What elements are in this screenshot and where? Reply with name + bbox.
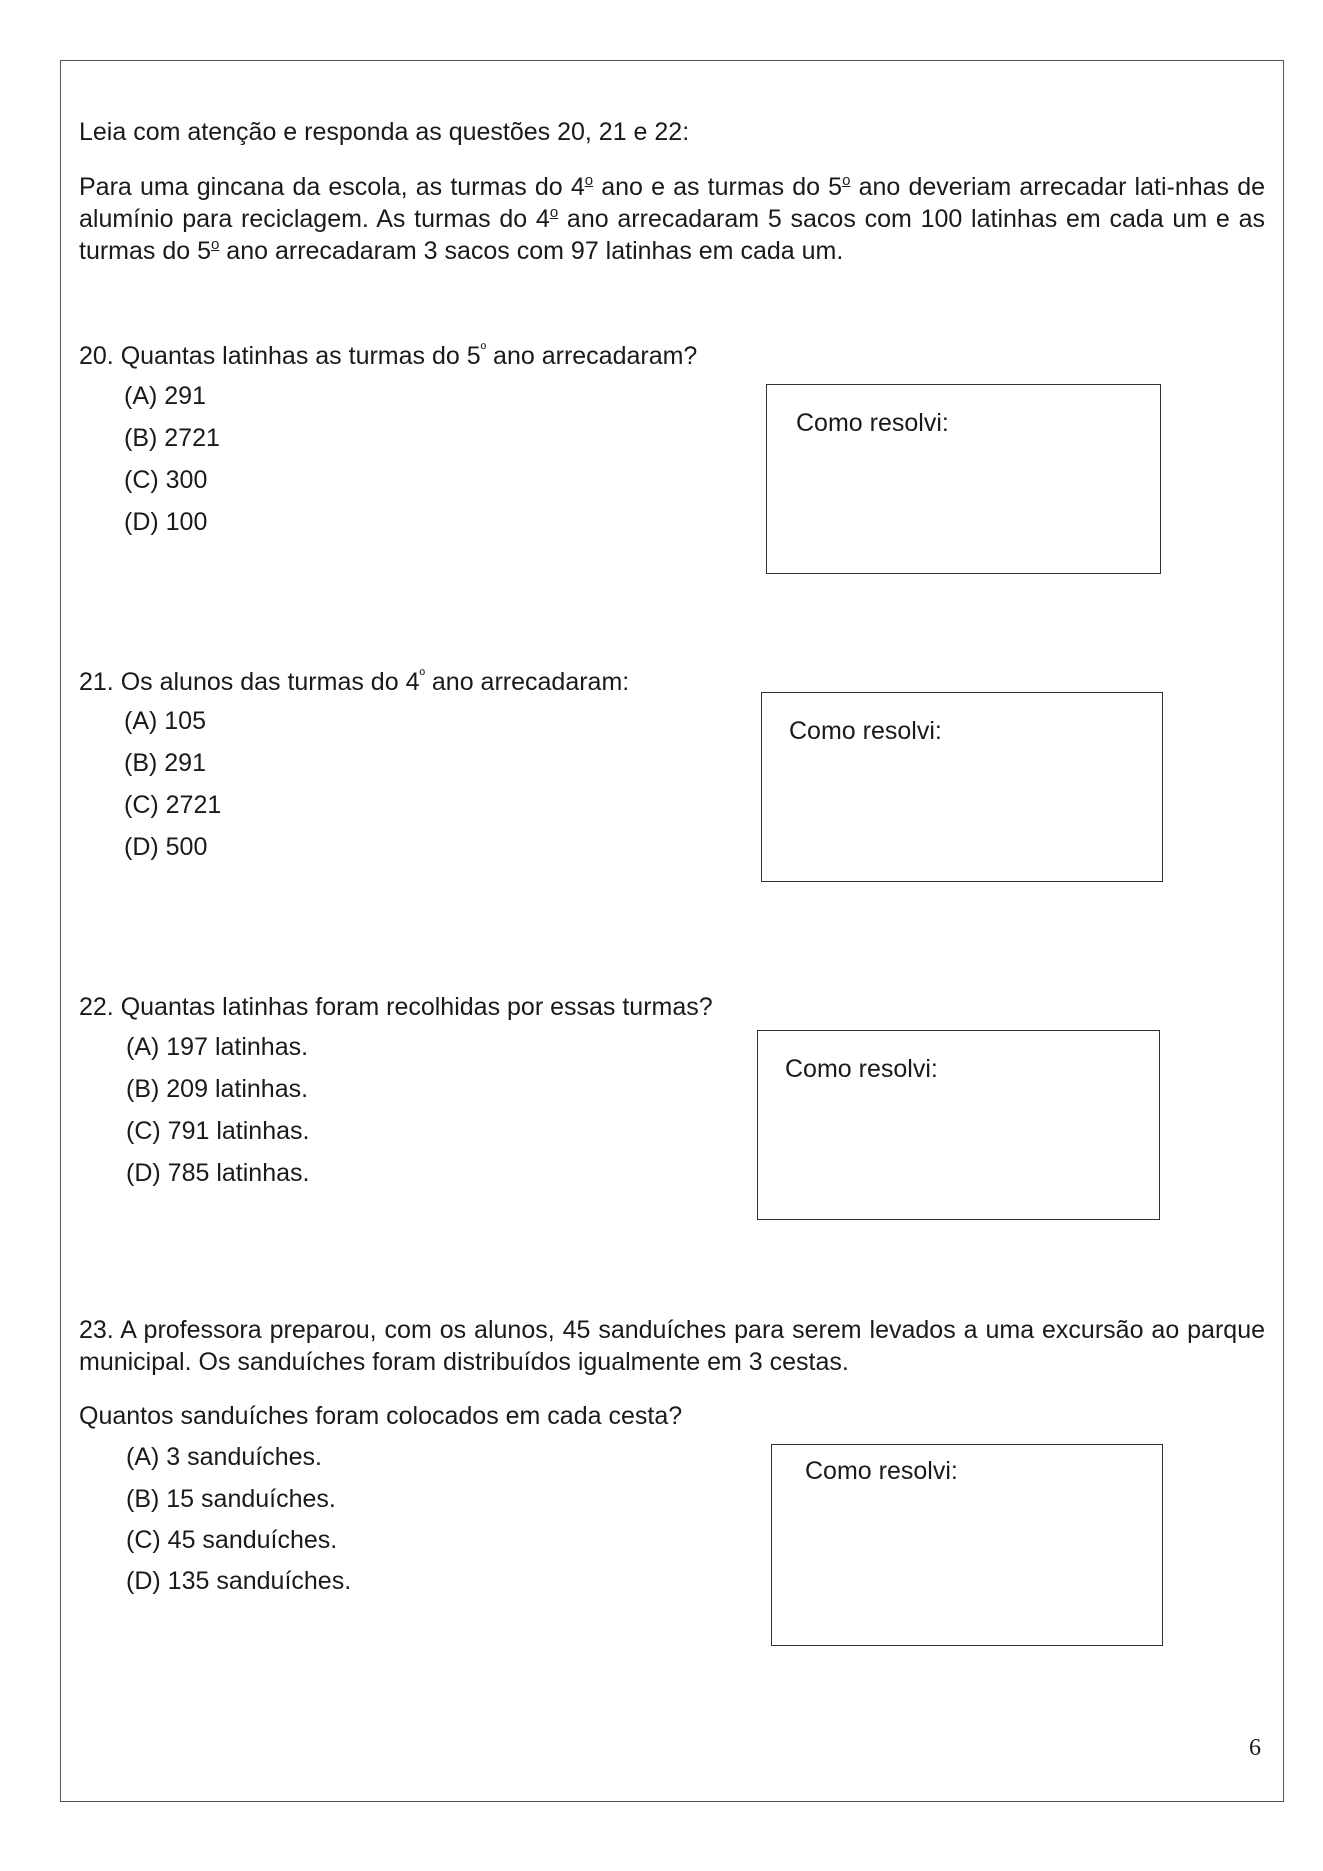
q20-option-a[interactable]: (A) 291: [124, 382, 206, 410]
q22-option-c[interactable]: (C) 791 latinhas.: [126, 1117, 310, 1145]
q23-option-b[interactable]: (B) 15 sanduíches.: [126, 1485, 336, 1513]
q21-option-a[interactable]: (A) 105: [124, 707, 206, 735]
question-20: 20. Quantas latinhas as turmas do $5^º$ ano arrecadaram?: [79, 341, 698, 370]
q20-option-d[interactable]: (D) 100: [124, 508, 208, 536]
q22-box-label: Como resolvi:: [785, 1055, 938, 1083]
page-number: 6: [1249, 1735, 1261, 1761]
q23-answer-box[interactable]: [771, 1444, 1163, 1646]
q20-option-b[interactable]: (B) 2721: [124, 424, 220, 452]
q23-option-a[interactable]: (A) 3 sanduíches.: [126, 1443, 322, 1471]
q22-option-b[interactable]: (B) 209 latinhas.: [126, 1075, 309, 1103]
q23-box-label: Como resolvi:: [805, 1457, 958, 1485]
context-paragraph: Para uma gincana da escola, as turmas do 4$^o$ ano e as turmas do 5$^o$ ano deveriam arrecadar lati-nhas de alumínio para reciclagem. As turmas do 4$^o$ ano arrecadaram 5 sacos com 100 latinhas em cada um e as turmas do 5$^o$ ano arrecadaram 3 sacos com 97 latinhas em cada um.: [79, 172, 1265, 265]
q22-option-a[interactable]: (A) 197 latinhas.: [126, 1033, 309, 1061]
q20-answer-box[interactable]: [766, 384, 1161, 574]
q23-option-c[interactable]: (C) 45 sanduíches.: [126, 1526, 338, 1554]
question-23-prompt: Quantos sanduíches foram colocados em cada cesta?: [79, 1402, 683, 1430]
q21-option-b[interactable]: (B) 291: [124, 749, 206, 777]
q22-answer-box[interactable]: [757, 1030, 1160, 1220]
q20-box-label: Como resolvi:: [796, 409, 949, 437]
question-23: 23. A professora preparou, com os alunos, 45 sanduíches para serem levados a uma excursão ao parque municipal. Os sanduíches foram distribuídos igualmente em 3 cestas.: [79, 1316, 1265, 1376]
q21-box-label: Como resolvi:: [789, 717, 942, 745]
q23-option-d[interactable]: (D) 135 sanduíches.: [126, 1567, 352, 1595]
q21-option-d[interactable]: (D) 500: [124, 833, 208, 861]
question-21: 21. Os alunos das turmas do $4^º$ ano arrecadaram:: [79, 667, 630, 696]
q22-option-d[interactable]: (D) 785 latinhas.: [126, 1159, 310, 1187]
q21-option-c[interactable]: (C) 2721: [124, 791, 222, 819]
q21-answer-box[interactable]: [761, 692, 1163, 882]
intro-text: Leia com atenção e responda as questões 20, 21 e 22:: [79, 118, 690, 146]
question-22: 22. Quantas latinhas foram recolhidas por essas turmas?: [79, 993, 713, 1021]
q20-option-c[interactable]: (C) 300: [124, 466, 208, 494]
